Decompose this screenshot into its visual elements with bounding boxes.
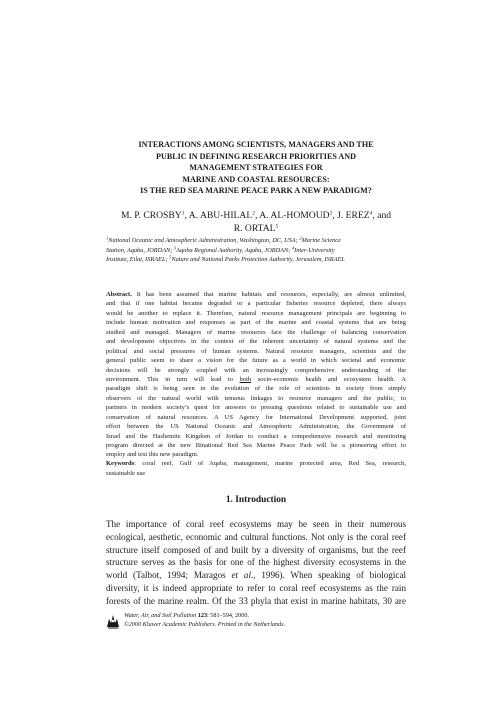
affiliation-marker: 4 bbox=[291, 245, 295, 251]
author-name: R. ORTAL bbox=[233, 223, 276, 234]
body-line: structure serves as the basis for one of the highest diversity ecosystems in the bbox=[106, 557, 406, 568]
affiliation-text: Inter-University bbox=[294, 246, 335, 254]
affiliation-text: National Oceanic and Atmospheric Administration, Washington, DC, USA; bbox=[108, 237, 300, 244]
affiliation-marker: 3 bbox=[173, 245, 177, 251]
copyright-text: 2000 Kluwer Academic Publishers. Printed in the Netherlands. bbox=[128, 620, 286, 628]
author-line bbox=[106, 209, 406, 222]
affiliation-marker: 1 bbox=[106, 235, 109, 241]
abstract-label: Abstract. bbox=[106, 291, 132, 298]
body-line: ecological, aesthetic, economic and cultural functions. Not only is the coral reef bbox=[106, 531, 406, 542]
abstract-line: studied and managed. Managers of marine resources face the challenge of balancing conservation bbox=[106, 328, 406, 336]
title-line: PUBLIC IN DEFINING RESEARCH PRIORITIES AND bbox=[156, 151, 356, 161]
body-line: structure itself composed of and built by a diversity of organisms, but the reef bbox=[106, 544, 406, 555]
abstract-line bbox=[106, 375, 406, 384]
affiliation-text: Institute, Eilat, ISRAEL; bbox=[106, 256, 170, 264]
author-separator: , and bbox=[372, 210, 392, 221]
author-separator: , bbox=[332, 210, 338, 221]
journal-name: Water, Air, and Soil Pollution bbox=[124, 612, 198, 619]
copyright-symbol: © bbox=[124, 620, 129, 628]
abstract-line: and development objectives in the context of the inherent uncertainty of natural systems and the bbox=[106, 338, 406, 346]
keywords-label: Keywords bbox=[106, 460, 135, 467]
title-line: MARINE AND COASTAL RESOURCES: bbox=[182, 174, 330, 184]
author-marker: 4 bbox=[369, 210, 373, 217]
abstract-line: program directed at the new Binational Red Sea Marine Peace Park will be a pioneering effort to bbox=[106, 442, 406, 449]
author-marker: 3 bbox=[329, 210, 333, 217]
body-line bbox=[106, 569, 406, 582]
abstract-line: would be another to replace it. Therefore, natural resource management principals are beginning to bbox=[106, 309, 406, 317]
affiliation-line bbox=[106, 246, 406, 256]
affiliation-line bbox=[106, 255, 406, 265]
author-marker: 1 bbox=[181, 210, 185, 217]
body-line: diversity, it is indeed appropriate to refer to coral reef ecosystems as the rain bbox=[106, 582, 406, 593]
abstract-text: socio-economic health and ecosystem health. A bbox=[251, 375, 406, 383]
body-text: ., 1996). When speaking of biological bbox=[250, 570, 407, 580]
abstract-line: partners in modern society’s quest for answers to pressing questions related to sustainable use and bbox=[106, 404, 406, 412]
abstract-line: observers of the natural world with tenuous linkages to resource managers and the public, to bbox=[106, 394, 406, 402]
section-heading: 1. Introduction bbox=[225, 495, 287, 505]
author-separator: , bbox=[184, 210, 189, 221]
abstract-line: Israel and the Hashemite Kingdom of Jordan to conduct a comprehensive research and monitoring bbox=[106, 432, 406, 440]
citation-line bbox=[124, 612, 285, 621]
publisher-logo-icon bbox=[106, 613, 120, 629]
abstract bbox=[106, 290, 406, 460]
journal-pages: : 581–594, 2000. bbox=[207, 612, 249, 619]
introduction-paragraph bbox=[106, 518, 406, 607]
affiliation-marker: 2 bbox=[299, 235, 302, 241]
author-name: M. P. CROSBY bbox=[120, 210, 182, 221]
body-italic: et al bbox=[231, 570, 251, 580]
affiliation-text: Aqaba Regional Authority, Aqaba, JORDAN; bbox=[176, 246, 292, 254]
paper-title bbox=[106, 139, 406, 197]
author-name: A. ABU-HILAL bbox=[188, 210, 253, 221]
title-line: MANAGEMENT STRATEGIES FOR bbox=[189, 163, 323, 173]
abstract-line: effort between the US National Oceanic and Atmospheric Administration, the Government of bbox=[106, 423, 406, 431]
abstract-line: general public seem to share a vision for the future as a world in which societal and economic bbox=[106, 357, 406, 365]
abstract-line bbox=[106, 290, 406, 299]
title-line: INTERACTIONS AMONG SCIENTISTS, MANAGERS AND THE bbox=[138, 140, 374, 149]
abstract-line: paradigm shift is being seen in the evolution of the role of scientists in society from simply bbox=[106, 385, 406, 393]
affiliation-text: Nature and National Parks Protection Authority, Jerusalem, ISRAEL bbox=[171, 256, 345, 264]
author-marker: 2 bbox=[252, 210, 255, 217]
keywords-text: : coral reef, Gulf of Aqaba, management, marine protected area, Red Sea, research, bbox=[134, 460, 406, 467]
author-separator: , bbox=[254, 210, 260, 221]
copyright-line bbox=[124, 621, 285, 630]
body-line: The importance of coral reef ecosystems may be seen in their numerous bbox=[106, 519, 406, 529]
affiliation-line bbox=[106, 236, 406, 246]
abstract-line: employ and test this new paradigm. bbox=[106, 451, 199, 459]
affiliation-text: Station, Aqaba, JORDAN; bbox=[106, 246, 174, 254]
abstract-line: conservation of natural resources. A US Agency for International Development supported, joint bbox=[106, 413, 406, 421]
abstract-underlined-word: both bbox=[239, 375, 252, 383]
abstract-text: environment. This in turn will lead to bbox=[106, 375, 240, 383]
author-line bbox=[106, 222, 406, 235]
author-marker: 5 bbox=[275, 223, 279, 230]
author-list bbox=[106, 209, 406, 235]
journal-volume: 123 bbox=[197, 612, 208, 619]
body-text: world (Talbot, 1994; Maragos bbox=[106, 570, 232, 580]
affiliation-marker: 5 bbox=[169, 254, 172, 260]
abstract-text: It has been assumed that marine habitats and resources, especially, are almost unlimited, bbox=[131, 291, 406, 298]
abstract-line: political and social pressures of human systems. Natural resource managers, scientists and the bbox=[106, 347, 406, 355]
author-name: A. AL-HOMOUD bbox=[259, 210, 330, 221]
title-line: IS THE RED SEA MARINE PEACE PARK A NEW PARADIGM? bbox=[140, 186, 372, 196]
keywords bbox=[106, 459, 406, 478]
abstract-line: decisions will be strongly coupled with an increasingly comprehensive understanding of the bbox=[106, 366, 406, 374]
affiliations bbox=[106, 236, 406, 265]
keywords-line bbox=[106, 459, 406, 469]
affiliation-text: Marine Science bbox=[301, 237, 341, 244]
body-line: forests of the marine realm. Of the 33 phyla that exist in marine habitats, 30 are bbox=[106, 595, 406, 606]
keywords-line: sustainable use bbox=[106, 469, 146, 477]
author-name: J. EREZ bbox=[337, 210, 370, 221]
abstract-line: and that if one habitat became degraded or a particular fisheries resource depleted, there always bbox=[106, 300, 406, 308]
abstract-line: include human motivation and responses as part of the marine and coastal systems that are being bbox=[106, 319, 406, 327]
